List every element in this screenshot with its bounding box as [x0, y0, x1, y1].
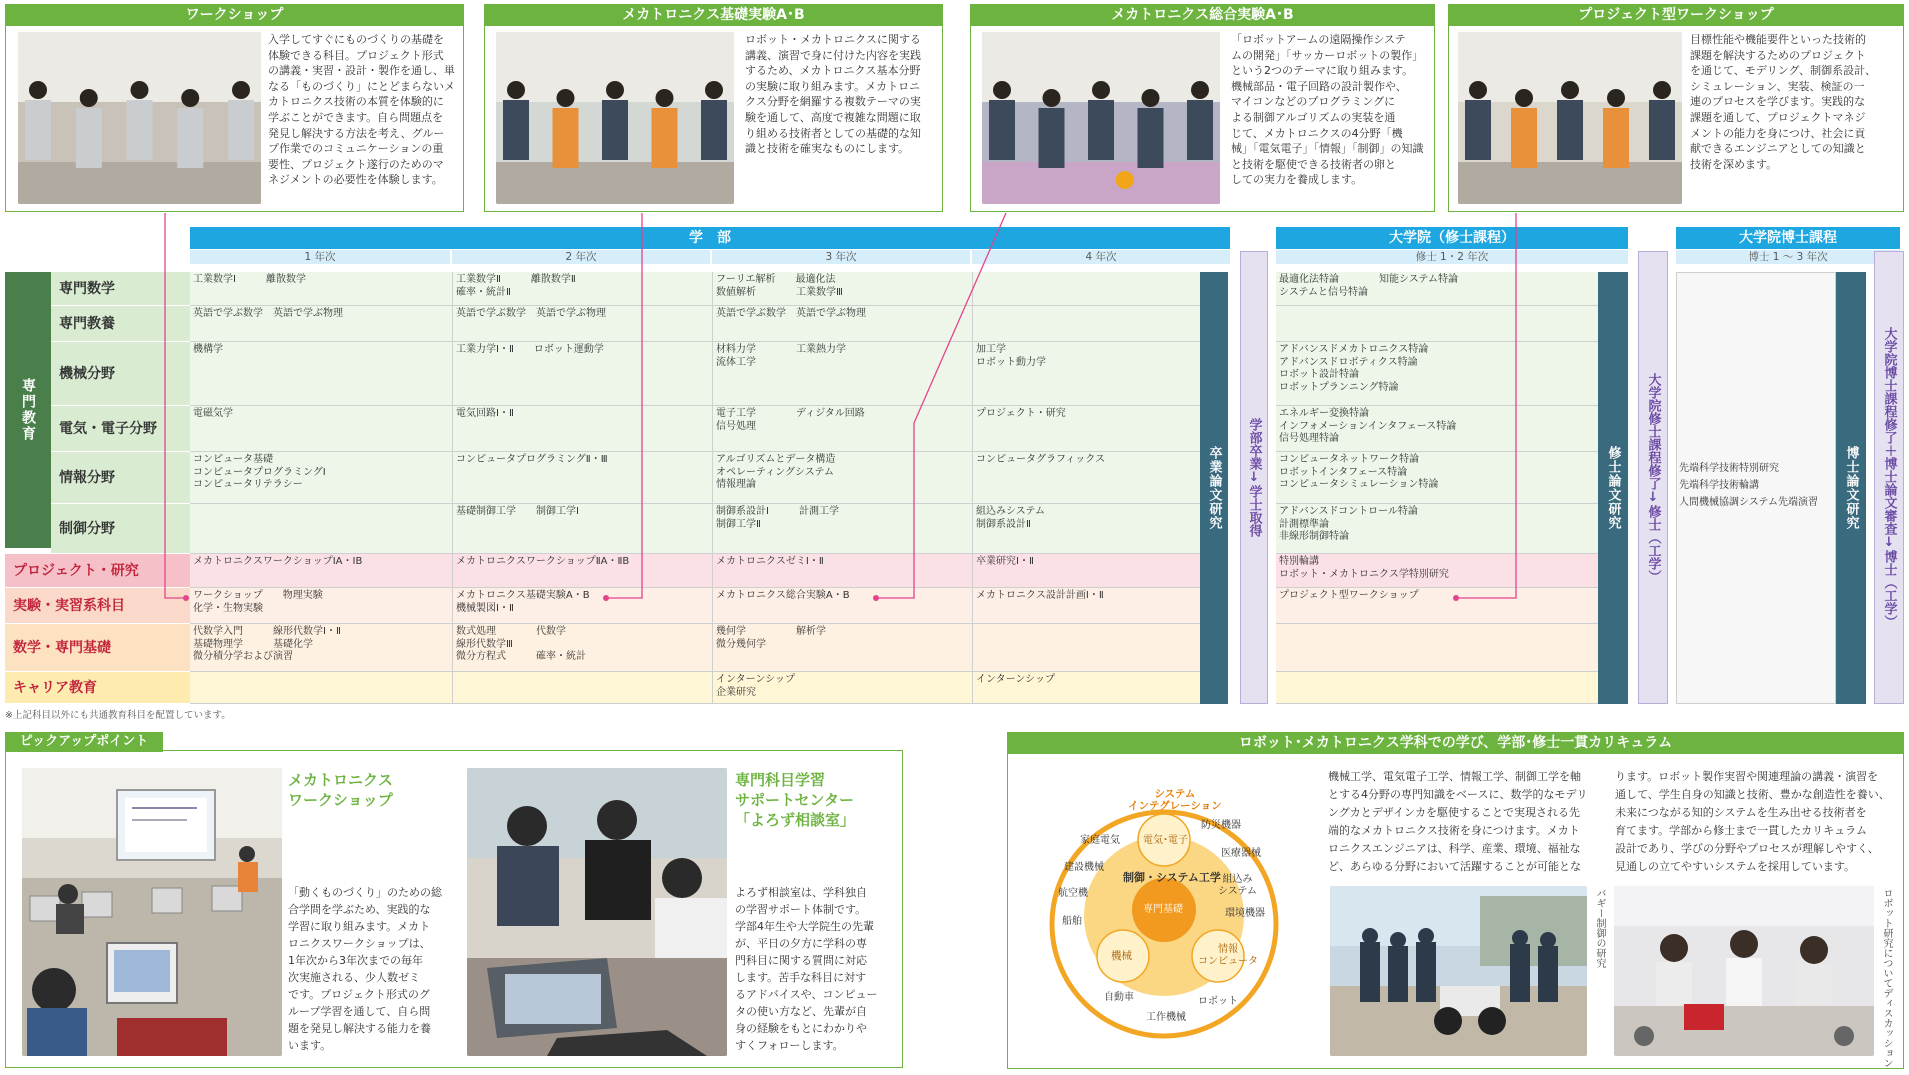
pickup-header: ピックアップポイント	[5, 732, 163, 752]
application-label: 建設機械	[1064, 862, 1104, 873]
table-cell: 材料力学 工業熱力学 流体工学	[712, 342, 972, 406]
table-cell: 基礎制御工学 制御工学Ⅰ	[452, 504, 712, 554]
study-support-photo	[467, 768, 727, 1056]
table-cell: アルゴリズムとデータ構造 オペレーティングシステム 情報理論	[712, 452, 972, 504]
row-label: 数学・専門基礎	[5, 624, 190, 672]
feature-box-3-title: メカトロニクス総合実験A･B	[970, 4, 1435, 26]
table-cell: インターンシップ	[972, 672, 1200, 704]
buggy-research-photo	[1330, 886, 1587, 1056]
table-cell: 機構学	[193, 344, 223, 355]
row-label: 専門数学	[51, 272, 190, 306]
feature-box-1-text: 入学してすぐにものづくりの基礎を 体験できる科目。プロジェクト形式 の講義・実習・設計・製作を通し、単 なる「ものづくり」にとどまらないメ カトロニクス技術の本質を体験的に 学ぶことができます。自ら問題点を 発見し解決する方法を考え、グルー プ作業でのコミュニケーションの重 要性、プロジェクト遂行のためのマ ネジメントの必要性を体験します。	[268, 33, 455, 187]
undergrad-header: 学 部	[190, 227, 1230, 249]
feature-box-4-title: プロジェクト型ワークショップ	[1448, 4, 1904, 26]
master-cell: エネルギー変換特論 インフォメーションインタフェース特論 信号処理特論	[1279, 408, 1457, 445]
doctor-cell: 先端科学技術特別研究 先端科学技術輪講 人間機械協調システム先端演習	[1679, 463, 1818, 508]
pickup-2-title: 専門科目学習 サポートセンター 「よろず相談室」	[735, 771, 856, 829]
row-label: 情報分野	[51, 452, 190, 504]
application-label: 防災機器	[1201, 820, 1241, 831]
undergrad-completion-bar: 学部卒業↓学士取得	[1240, 251, 1268, 704]
table-cell: 英語で学ぶ数学 英語で学ぶ物理	[193, 308, 343, 319]
table-cell: 電気回路Ⅰ・Ⅱ	[452, 406, 712, 452]
table-cell: フーリエ解析 最適化法 数値解析 工業数学Ⅲ	[712, 272, 972, 306]
master-cell: アドバンスドメカトロニクス特論 アドバンスドロボティクス特論 ロボット設計特論 ロボットプランニング特論	[1279, 344, 1429, 393]
caption-2: ロボット研究についてディスカッション	[1881, 888, 1892, 1068]
doctor-completion-bar: 大学院博士課程修了＋博士論文審査↓博士（工学）	[1874, 251, 1904, 704]
table-cell: 幾何学 解析学 微分幾何学	[712, 624, 972, 672]
core-label: 専門基礎	[1143, 904, 1183, 915]
discussion-photo	[1614, 886, 1874, 1056]
mech-label: 機械	[1111, 950, 1132, 962]
table-cell: 英語で学ぶ数学 英語で学ぶ物理	[712, 306, 972, 342]
feature-box-4-text: 目標性能や機能要件といった技術的 課題を解決するためのプロジェクト を通じて、モデリング、制御系設計、 シミュレーション、実装、検証の一 連のプロセスを学びます。実践的な 課題を通して、プロジェクトマネジ メントの能力を身につけ、社会に貢 献できるエンジニアとしての知識と 技術を深めます。	[1690, 33, 1877, 171]
pickup-1-title: メカトロニクス ワークショップ	[288, 771, 393, 809]
table-cell: インターンシップ 企業研究	[712, 672, 972, 704]
workshop-lab-photo	[22, 768, 282, 1056]
master-header: 大学院（修士課程）	[1276, 227, 1628, 249]
doctor-thesis-bar: 博士論文研究	[1836, 272, 1866, 704]
application-label: ロボット	[1198, 996, 1238, 1007]
year-2-header: 2 年次	[452, 250, 710, 264]
table-cell: 加工学 ロボット動力学	[972, 342, 1200, 406]
table-cell: 組込みシステム 制御系設計Ⅱ	[972, 504, 1200, 554]
application-label: 医療器械	[1221, 848, 1261, 859]
row-label: キャリア教育	[5, 672, 190, 704]
row-label: 専門教養	[51, 306, 190, 342]
application-label: 環境機器	[1225, 908, 1265, 919]
table-cell: コンピュータ基礎 コンピュータプログラミングⅠ コンピュータリテラシー	[193, 454, 326, 491]
master-cell: 最適化法特論 知能システム特論 システムと信号特論	[1279, 274, 1458, 298]
table-cell: メカトロニクス設計計画Ⅰ・Ⅱ	[972, 588, 1200, 624]
year-3-header: 3 年次	[712, 250, 970, 264]
year-1-header: 1 年次	[190, 250, 450, 264]
table-cell: メカトロニクスワークショップⅡA・ⅡB	[452, 554, 712, 588]
integrated-header: ロボット･メカトロニクス学科での学び、学部･修士一貫カリキュラム	[1007, 732, 1904, 754]
table-cell: 数式処理 代数学 線形代数学Ⅲ 微分方程式 確率・統計	[452, 624, 712, 672]
elec-label: 電気･電子	[1143, 835, 1188, 846]
table-cell: 代数学入門 線形代数学Ⅰ・Ⅱ 基礎物理学 基礎化学 微分積分学および演習	[193, 626, 341, 663]
integrated-text-2: ります。ロボット製作実習や関連理論の講義・演習を 通して、学生自身の知識と技術、豊かな創造性を養い、 未来につながる知的システムを生み出せる技術者を 育てます。学部から修士まで一貫したカリキュラム 設計であり、学びの分野やプロセスが理解しやすく、 見通しの立てやすいシステムを採用しています。	[1615, 770, 1890, 873]
row-label: プロジェクト・研究	[5, 554, 190, 588]
master-cell: プロジェクト型ワークショップ	[1279, 590, 1419, 601]
table-cell: ワークショップ 物理実験 化学・生物実験	[193, 590, 323, 614]
table-cell: 英語で学ぶ数学 英語で学ぶ物理	[452, 306, 712, 342]
table-cell: 工業力学Ⅰ・Ⅱ ロボット運動学	[452, 342, 712, 406]
row-label: 実験・実習系科目	[5, 588, 190, 624]
feature-box-2-title: メカトロニクス基礎実験A･B	[484, 4, 943, 26]
table-cell: メカトロニクスゼミⅠ・Ⅱ	[712, 554, 972, 588]
feature-box-2-text: ロボット・メカトロニクスに関する 講義、演習で身に付けた内容を実践 するため、メカトロニクス基本分野 の実験に取り組みます。メカトロニ クス分野を網羅する複数テーマの実 験を通して、高度で複雑な問題に取 り組める技術者としての基礎的な知 識と技術を確実なものにします。	[745, 33, 921, 156]
application-label: 組込み システム	[1218, 874, 1257, 897]
table-cell: メカトロニクスワークショップⅠA・ⅠB	[193, 556, 363, 567]
senmon-kyoiku-label: 専門教育	[5, 272, 51, 548]
doctor-header: 大学院博士課程	[1676, 227, 1900, 249]
application-label: 家庭電気	[1080, 835, 1120, 846]
table-cell: 電磁気学	[193, 408, 233, 419]
table-cell: メカトロニクス基礎実験A・B 機械製図Ⅰ・Ⅱ	[452, 588, 712, 624]
system-integration-label: システム インテグレーション	[1128, 788, 1222, 812]
table-cell: 工業数学Ⅱ 離散数学Ⅱ 確率・統計Ⅱ	[452, 272, 712, 306]
table-cell: 工業数学Ⅰ 離散数学	[193, 274, 306, 285]
master-sub-header: 修士 1・2 年次	[1276, 250, 1628, 264]
table-cell: コンピュータグラフィックス	[972, 452, 1200, 504]
table-cell: メカトロニクス総合実験A・B	[712, 588, 972, 624]
application-label: 工作機械	[1146, 1012, 1186, 1023]
table-cell: プロジェクト・研究	[972, 406, 1200, 452]
pickup-2-text: よろず相談室は、学科独自 の学習サポート体制です。 学部4年生や大学院生の先輩 が、平日の夕方に学科の専 門科目に関する質問に対応 します。苦手な科目に対す るアドバイスや、コンピュー タの使い方など、先輩が自 身の経験をもとにわかりや すくフォローします。	[735, 886, 878, 1052]
table-cell: コンピュータプログラミングⅡ・Ⅲ	[452, 452, 712, 504]
master-cell: アドバンスドコントロール特論 計測標準論 非線形制御特論	[1279, 506, 1418, 543]
table-cell: 制御系設計Ⅰ 計測工学 制御工学Ⅱ	[712, 504, 972, 554]
feature-box-3-text: 「ロボットアームの遠隔操作システ ムの開発」「サッカーロボットの製作」 という2つのテーマに取り組みます。 機械部品・電子回路の設計製作や、 マイコンなどのプログラミングに よる制御アルゴリズムの実装を通 じて、メカトロニクスの4分野「機 械」「電気電子」「情報」「制御」の知識 と技術を駆使できる技術者の卵と しての実力を養成します。	[1231, 33, 1424, 187]
row-label: 電気・電子分野	[51, 406, 190, 452]
footnote: ※上記科目以外にも共通教育科目を配置しています。	[5, 710, 231, 721]
application-label: 自動車	[1104, 992, 1134, 1003]
caption-1: バギー制御の研究	[1594, 888, 1605, 968]
doctor-sub-header: 博士 1 ～ 3 年次	[1676, 250, 1900, 264]
application-label: 船舶	[1062, 916, 1082, 927]
info-label: 情報 コンピュータ	[1198, 944, 1258, 967]
master-cell: 特別輪講 ロボット・メカトロニクス学特別研究	[1279, 556, 1449, 580]
table-cell: 卒業研究Ⅰ・Ⅱ	[972, 554, 1200, 588]
master-thesis-bar: 修士論文研究	[1598, 272, 1628, 704]
pickup-1-text: 「動くものづくり」のための総 合学問を学ぶため、実践的な 学習に取り組みます。メカト ロニクスワークショップは、 1年次から3年次までの毎年 次実施される、少人数ゼミ です。プロジェクト形式のグ ループ学習を通して、自ら問 題を発見し解決する能力を養 います。	[288, 886, 442, 1052]
feature-box-1-title: ワークショップ	[5, 4, 464, 26]
row-label: 機械分野	[51, 342, 190, 406]
year-4-header: 4 年次	[972, 250, 1230, 264]
master-completion-bar: 大学院修士課程修了↓修士（工学）	[1638, 251, 1668, 704]
row-label: 制御分野	[51, 504, 190, 554]
graduation-thesis-bar: 卒業論文研究	[1200, 272, 1228, 704]
integrated-text-1: 機械工学、電気電子工学、情報工学、制御工学を軸 とする4分野の専門知識をベースに、数学的なモデリ ングカとデザインカを駆使することで実現される先 端的なメカトロニクス技術を身につけます。メカト ロニクスエンジニアは、科学、産業、環境、福祉な ど、あらゆる分野において活躍することが可能とな	[1328, 770, 1588, 873]
master-cell: コンピュータネットワーク特論 ロボットインタフェース特論 コンピュータシミュレーション特論	[1279, 454, 1439, 491]
control-system-label: 制御・システム工学	[1123, 871, 1221, 884]
table-cell: 電子工学 ディジタル回路 信号処理	[712, 406, 972, 452]
application-label: 航空機	[1058, 888, 1088, 899]
